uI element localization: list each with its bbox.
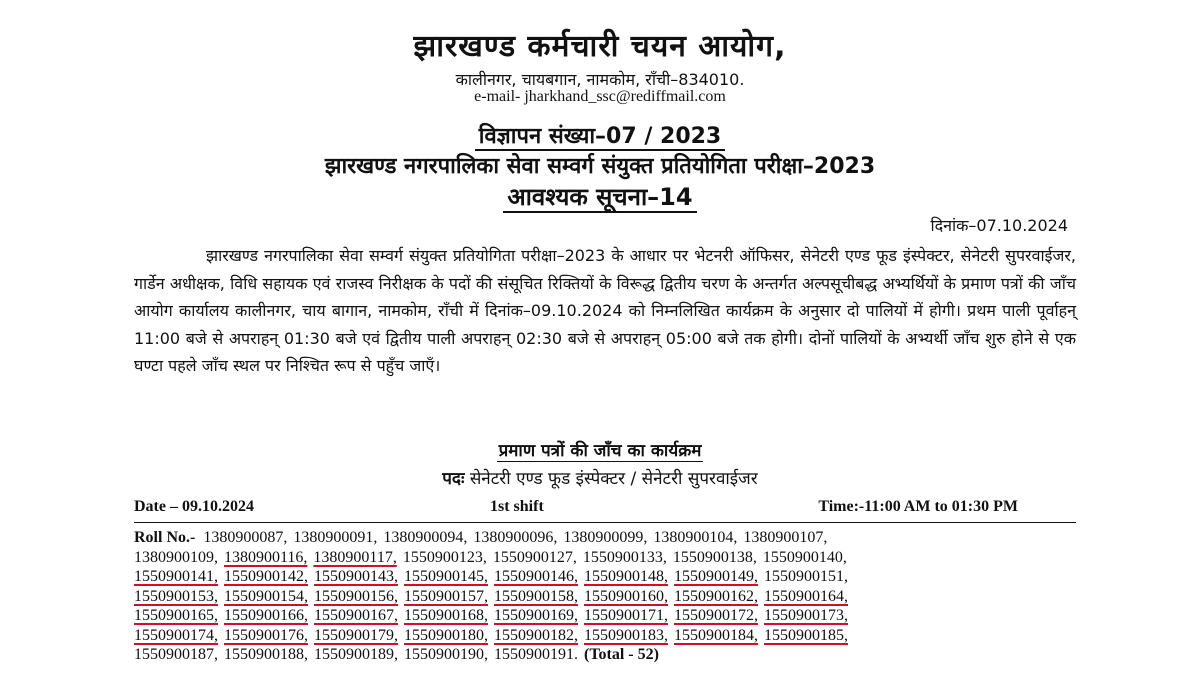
roll-number: 1380900117, <box>313 548 397 566</box>
roll-number: 1550900138, <box>672 548 757 566</box>
organization-address: कालीनगर, चायबगान, नामकोम, राँची–834010. <box>455 70 745 89</box>
roll-number: 1380900116, <box>224 548 308 566</box>
shift-header <box>134 498 1076 523</box>
exam-title: झारखण्ड नगरपालिका सेवा सम्वर्ग संयुक्त प्रतियोगिता परीक्षा–2023 <box>324 154 876 179</box>
roll-number: 1550900182, <box>494 626 578 644</box>
roll-number: 1550900164, <box>764 587 848 605</box>
roll-number: 1550900168, <box>404 607 488 624</box>
roll-number: 1550900167, <box>314 607 398 624</box>
roll-number: 1550900191. <box>494 646 578 663</box>
roll-number: 1550900162, <box>674 587 758 605</box>
roll-number: 1380900094, <box>383 529 468 546</box>
roll-number: 1380900091, <box>293 529 378 546</box>
roll-number: 1550900142, <box>224 568 308 585</box>
post-value: सेनेटरी एण्ड फूड इंस्पेक्टर / सेनेटरी सुपरवाईजर <box>469 469 758 489</box>
roll-number: 1550900123, <box>402 548 487 566</box>
roll-number: 1550900158, <box>494 587 578 605</box>
roll-number: 1550900188, <box>224 646 308 663</box>
roll-number: 1550900141, <box>134 568 218 585</box>
post-line <box>0 466 1200 489</box>
roll-line <box>134 587 1084 607</box>
roll-number: 1550900180, <box>404 626 488 644</box>
notice-paragraph: झारखण्ड नगरपालिका सेवा सम्वर्ग संयुक्त प्रतियोगिता परीक्षा–2023 के आधार पर भेटनरी ऑफिसर, सेनेटरी एण्ड फूड इंस्पेक्टर, सेनेटरी सुपरवाईजर, गार्डेन अधीक्षक, विधि सहायक एवं राजस्व निरीक्षक के पदों की संसूचित रिक्तियों के विरूद्ध द्वितीय चरण के अन्तर्गत अल्पसूचीबद्ध अभ्यर्थियों के प्रमाण पत्रों की जाँच आयोग कार्यालय कालीनगर, चाय बागान, नामकोम, राँची में दिनांक–09.10.2024 को निम्नलिखित कार्यक्रम के अनुसार दो पालियों में होगी। प्रथम पाली पूर्वाहन् 11:00 बजे से अपराहन् 01:30 बजे एवं द्वितीय पाली अपराहन् 02:30 बजे से अपराहन् 05:00 बजे तक होगी। दोनों पालियों के अभ्यर्थी जाँच शुरु होने से एक घण्टा पहले जाँच स्थल पर निश्चित रूप से पहुँच जाएँ। <box>134 246 1076 375</box>
roll-number: 1380900099, <box>563 529 648 546</box>
roll-line <box>134 567 1084 587</box>
organization-title: झारखण्ड कर्मचारी चयन आयोग, <box>413 29 787 64</box>
advertisement-number <box>0 120 1200 150</box>
roll-number: 1550900153, <box>134 587 218 605</box>
roll-number: 1550900184, <box>674 626 758 644</box>
roll-number: 1550900145, <box>404 568 488 585</box>
roll-line <box>134 645 1084 665</box>
shift-date: Date – 09.10.2024 <box>134 498 254 515</box>
roll-number: 1550900165, <box>134 607 218 624</box>
notice-date: दिनांक–07.10.2024 <box>930 216 1068 235</box>
roll-line <box>134 528 1084 548</box>
roll-number: 1380900107, <box>743 529 828 546</box>
organization-email: e-mail- jharkhand_ssc@rediffmail.com <box>474 88 726 105</box>
roll-number: 1550900189, <box>314 646 398 663</box>
roll-number: 1550900183, <box>584 626 668 644</box>
roll-number: 1550900187, <box>134 646 218 663</box>
roll-number: 1550900127, <box>492 548 577 566</box>
roll-number: 1550900190, <box>404 646 488 663</box>
roll-number: 1550900176, <box>224 626 308 644</box>
roll-label: Roll No.- <box>134 529 196 546</box>
roll-number: 1550900149, <box>674 568 758 585</box>
roll-number: 1550900160, <box>584 587 668 605</box>
roll-number: 1550900133, <box>582 548 667 566</box>
roll-line <box>134 626 1084 646</box>
roll-number: 1550900154, <box>224 587 308 605</box>
roll-number: 1550900171, <box>584 607 668 624</box>
roll-number: 1550900148, <box>584 568 668 585</box>
post-label: पदः <box>442 469 465 489</box>
roll-number: 1550900140, <box>762 548 847 566</box>
roll-line <box>134 548 1084 568</box>
schedule-title-text: प्रमाण पत्रों की जाँच का कार्यक्रम <box>498 441 702 461</box>
roll-number: 1550900169, <box>494 607 578 624</box>
roll-number: 1550900156, <box>314 587 398 605</box>
roll-number: 1550900185, <box>764 626 848 644</box>
notice-title <box>0 180 1200 213</box>
roll-number: 1550900179, <box>314 626 398 644</box>
roll-number: 1380900104, <box>653 529 738 546</box>
roll-number: 1550900143, <box>314 568 398 585</box>
notice-title-text: आवश्यक सूचना–14 <box>503 183 696 213</box>
roll-number: 1380900087, <box>203 529 288 546</box>
roll-number: 1550900174, <box>134 626 218 644</box>
roll-number: 1550900157, <box>404 587 488 605</box>
roll-number: 1550900166, <box>224 607 308 624</box>
roll-number: 1380900109, <box>134 548 218 566</box>
shift-name: 1st shift <box>490 498 544 515</box>
roll-number: 1550900151, <box>764 568 848 585</box>
roll-total: (Total - 52) <box>584 646 659 663</box>
advertisement-number-text: विज्ञापन संख्या–07 / 2023 <box>475 124 726 151</box>
roll-number: 1380900096, <box>473 529 558 546</box>
roll-number: 1550900173, <box>764 607 848 624</box>
roll-number: 1550900172, <box>674 607 758 624</box>
shift-time: Time:-11:00 AM to 01:30 PM <box>818 498 1018 515</box>
schedule-title <box>0 438 1200 461</box>
roll-number: 1550900146, <box>494 568 578 585</box>
roll-number-list <box>134 528 1084 665</box>
roll-line <box>134 606 1084 626</box>
